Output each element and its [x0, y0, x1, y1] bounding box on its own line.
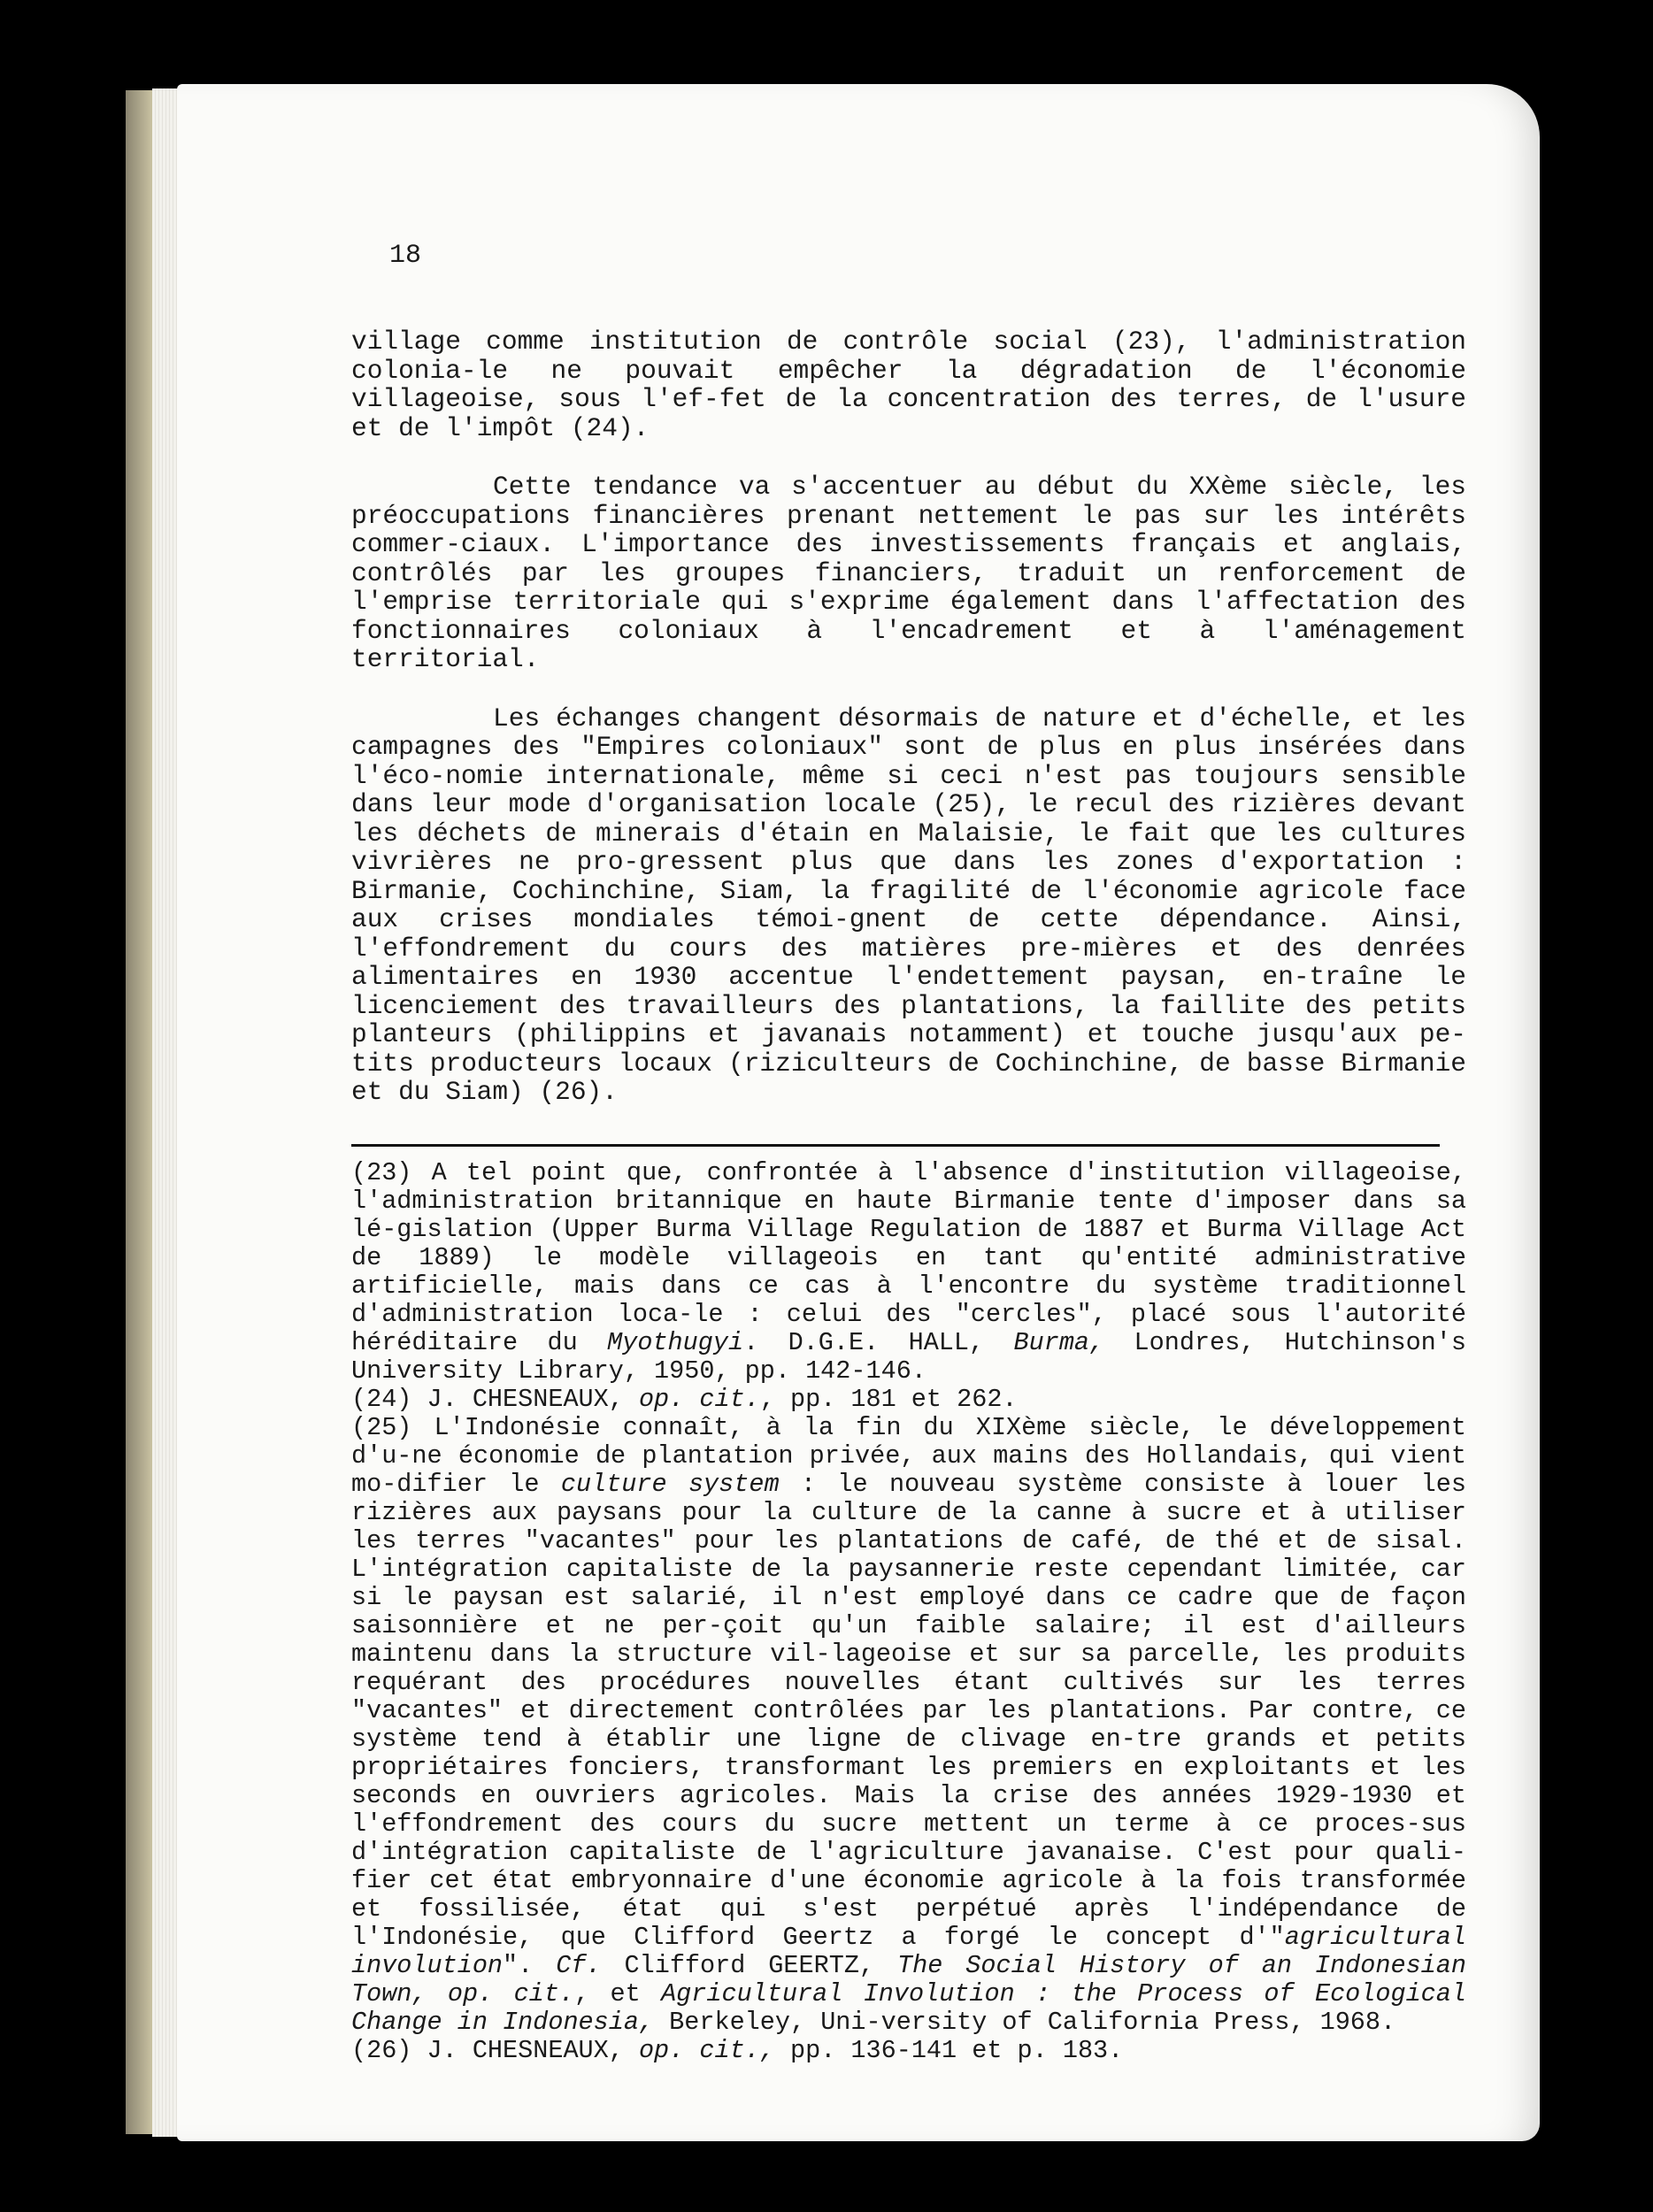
page-content — [351, 327, 1466, 2065]
footnote-25: (25) L'Indonésie connaît, à la fin du XIXème siècle, le développement d'u-ne économie de plantation privée, aux mains des Hollandais, qui vient mo-difier le culture system : le nouveau système consiste à louer les rizières aux paysans pour la culture de la canne à sucre et à utiliser les terres "vacantes" pour les plantations de café, de thé et de sisal. L'intégration capitaliste de la paysannerie reste cependant limitée, car si le paysan est salarié, il n'est employé dans ce cadre que de façon saisonnière et ne per-çoit qu'un faible salaire; il est d'ailleurs maintenu dans la structure vil-lageoise et sur sa parcelle, les produits requérant des procédures nouvelles étant cultivés sur les terres "vacantes" et directement contrôlées par les plantations. Par contre, ce système tend à établir une ligne de clivage en-tre grands et petits propriétaires fonciers, transformant les premiers en exploitants et les seconds en ouvriers agricoles. Mais la crise des années 1929-1930 et l'effondrement des cours du sucre mettent un terme à ce proces-sus d'intégration capitaliste de l'agriculture javanaise. C'est pour quali-fier cet état embryonnaire d'une économie agricole à la fois transformée et fossilisée, état qui s'est perpétué après l'indépendance de l'Indonésie, que Clifford Geertz a forgé le concept d'"agricultural involution". Cf. Clifford GEERTZ, The Social History of an Indonesian Town, op. cit., et Agricultural Involution : the Process of Ecological Change in Indonesia, Berkeley, Uni-versity of California Press, 1968. — [351, 1412, 1466, 2037]
paragraph: village comme institution de contrôle social (23), l'administration colonia-le ne pouvait empêcher la dégradation de l'économie villageoise, sous l'ef-fet de la concentration des terres, de l'usure et de l'impôt (24). — [351, 326, 1466, 443]
footnote-24: (24) J. CHESNEAUX, op. cit., pp. 181 et 262. — [351, 1384, 1018, 1414]
body-text — [351, 327, 1466, 1107]
footnotes — [351, 1159, 1466, 2065]
paragraph: Cette tendance va s'accentuer au début du XXème siècle, les préoccupations financières prenant nettement le pas sur les intérêts commer-ciaux. L'importance des investissements français et anglais, contrôlés par les groupes financiers, traduit un renforcement de l'emprise territoriale qui s'exprime également dans l'affectation des fonctionnaires coloniaux à l'encadrement et à l'aménagement territorial. — [351, 472, 1466, 674]
page-number: 18 — [389, 241, 422, 271]
paragraph: Les échanges changent désormais de nature et d'échelle, et les campagnes des "Empires coloniaux" sont de plus en plus insérées dans l'éco-nomie internationale, même si ceci n'est pas toujours sensible dans leur mode d'organisation locale (25), le recul des rizières devant les déchets de minerais d'étain en Malaisie, le fait que les cultures vivrières ne pro-gressent plus que dans les zones d'exportation : Birmanie, Cochinchine, Siam, la fragilité de l'économie agricole face aux crises mondiales témoi-gnent de cette dépendance. Ainsi, l'effondrement du cours des matières pre-mières et des denrées alimentaires en 1930 accentue l'endettement paysan, en-traîne le licenciement des travailleurs des plantations, la faillite des petits planteurs (philippins et javanais notamment) et touche jusqu'aux pe-tits producteurs locaux (riziculteurs de Cochinchine, de basse Birmanie et du Siam) (26). — [351, 703, 1466, 1107]
footnote-23: (23) A tel point que, confrontée à l'absence d'institution villageoise, l'administration britannique en haute Birmanie tente d'imposer dans sa lé-gislation (Upper Burma Village Regulation de 1887 et Burma Village Act de 1889) le modèle villageois en tant qu'entité administrative artificielle, mais dans ce cas à l'encontre du système traditionnel d'administration loca-le : celui des "cercles", placé sous l'autorité héréditaire du Myothugyi. D.G.E. HALL, Burma, Londres, Hutchinson's University Library, 1950, pp. 142-146. — [351, 1157, 1466, 1386]
footnote-separator — [351, 1144, 1440, 1147]
footnote-26: (26) J. CHESNEAUX, op. cit., pp. 136-141 et p. 183. — [351, 2035, 1124, 2065]
